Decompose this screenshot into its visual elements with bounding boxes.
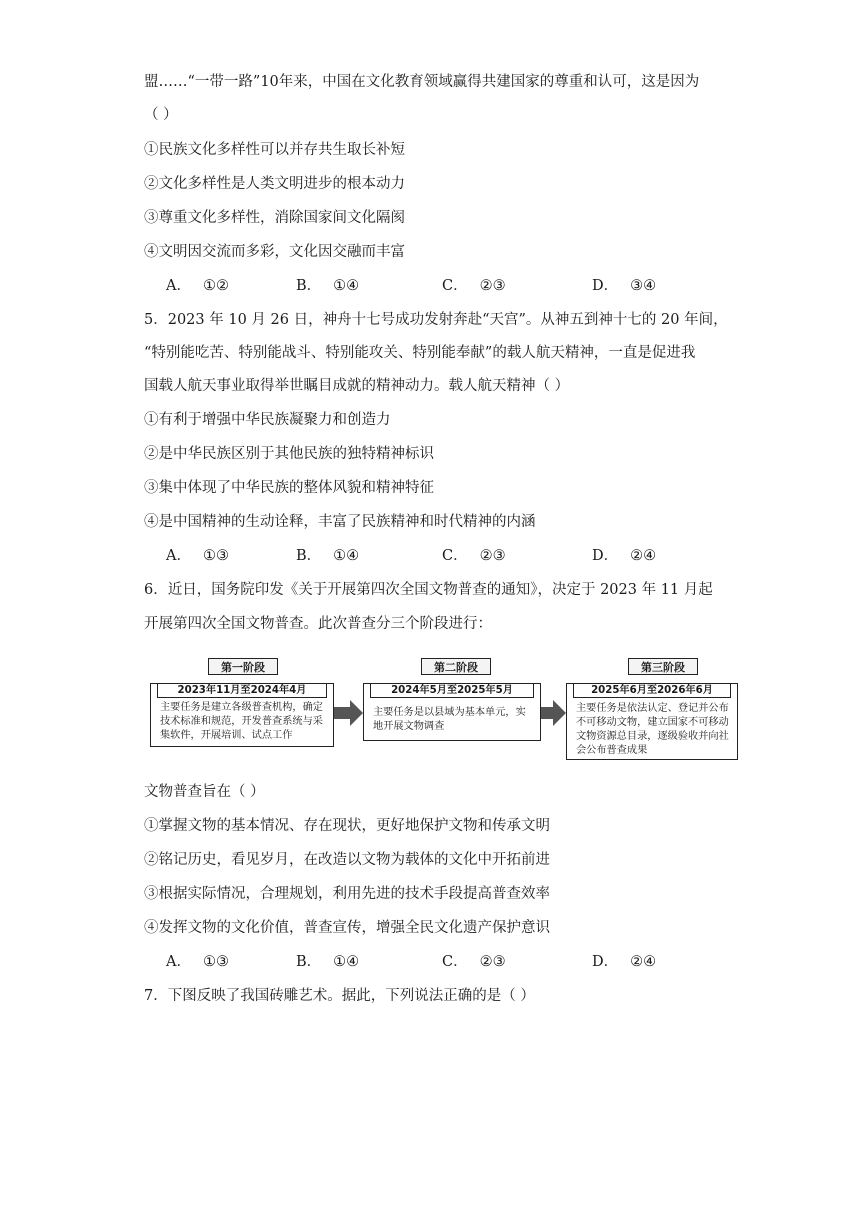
arrow-right-icon [541,700,567,726]
q6-option-a[interactable]: A． ①③ [166,954,229,970]
q5-stem-line-3: 国载人航天事业取得举世瞩目成就的精神动力。载人航天精神（ ） [144,378,570,394]
q4-item-4: ④文明因交流而多彩，文化因交融而丰富 [144,244,405,260]
q6-item-3: ③根据实际情况，合理规划，利用先进的技术手段提高普查效率 [144,886,550,902]
stage-1-text: 主要任务是建立各级普查机构，确定技术标准和规范，开发普查系统与采集软件，开展培训、试点工作 [160,702,323,741]
q5-option-c[interactable]: C． ②③ [442,548,506,564]
q6-option-c[interactable]: C． ②③ [442,954,506,970]
q4-options [166,276,726,296]
q5-option-a[interactable]: A． ①③ [166,548,229,564]
q5-option-b[interactable]: B． ①④ [296,548,360,564]
q6-item-1: ①掌握文物的基本情况、存在现状，更好地保护文物和传承文明 [144,818,550,834]
q7-stem: 7．下图反映了我国砖雕艺术。据此，下列说法正确的是（ ） [144,988,535,1004]
q5-options [166,546,726,566]
q4-item-3: ③尊重文化多样性，消除国家间文化隔阂 [144,210,405,226]
stage-1-title: 第一阶段 [208,658,278,675]
q5-item-3: ③集中体现了中华民族的整体风貌和精神特征 [144,480,434,496]
stage-2-text: 主要任务是以县域为基本单元，实地开展文物调查 [373,707,526,732]
stage-2-date: 2024年5月至2025年5月 [370,683,534,698]
stage-2-title: 第二阶段 [421,658,491,675]
stage-3-title: 第三阶段 [628,658,698,675]
q5-item-4: ④是中国精神的生动诠释，丰富了民族精神和时代精神的内涵 [144,514,536,530]
q6-stem-line-2: 开展第四次全国文物普查。此次普查分三个阶段进行： [144,616,492,632]
q5-item-1: ①有利于增强中华民族凝聚力和创造力 [144,412,391,428]
q6-stem-line-1: 6．近日，国务院印发《关于开展第四次全国文物普查的通知》，决定于 2023 年 11 月起 [144,582,713,598]
q5-stem-line-2: “特别能吃苦、特别能战斗、特别能攻关、特别能奉献”的载人航天精神，一直是促进我 [144,345,696,361]
q6-options [166,952,726,972]
q5-stem-line-1: 5．2023 年 10 月 26 日，神舟十七号成功发射奔赴“天宫”。从神五到神十七的 20 年间， [144,312,728,328]
q4-answer-paren: （ ） [144,107,178,123]
q6-question: 文物普查旨在（ ） [144,784,265,800]
q4-option-c[interactable]: C． ②③ [442,278,506,294]
stage-3-box [566,683,738,760]
q6-option-b[interactable]: B． ①④ [296,954,360,970]
stage-3-text: 主要任务是依法认定、登记并公布不可移动文物，建立国家不可移动文物资源总目录，逐级验收并向社会公布普查成果 [576,703,729,756]
q6-item-2: ②铭记历史，看见岁月，在改造以文物为载体的文化中开拓前进 [144,852,550,868]
q6-option-d[interactable]: D． ②④ [592,954,657,970]
q5-option-d[interactable]: D． ②④ [592,548,657,564]
q4-item-2: ②文化多样性是人类文明进步的根本动力 [144,176,405,192]
q4-item-1: ①民族文化多样性可以并存共生取长补短 [144,142,405,158]
q4-stem-tail: 盟……“一带一路”10年来，中国在文化教育领域赢得共建国家的尊重和认可，这是因为 [144,74,700,90]
stage-1-box [150,683,334,747]
stage-1-date: 2023年11月至2024年4月 [157,683,327,698]
q4-option-d[interactable]: D． ③④ [592,278,657,294]
q4-option-a[interactable]: A． ①② [166,278,229,294]
q4-option-b[interactable]: B． ①④ [296,278,360,294]
stage-2-box [363,683,541,741]
arrow-right-icon [334,700,364,726]
census-stages-diagram [148,656,748,766]
q6-item-4: ④发挥文物的文化价值，普查宣传，增强全民文化遗产保护意识 [144,920,550,936]
stage-3-date: 2025年6月至2026年6月 [573,683,731,698]
q5-item-2: ②是中华民族区别于其他民族的独特精神标识 [144,446,434,462]
